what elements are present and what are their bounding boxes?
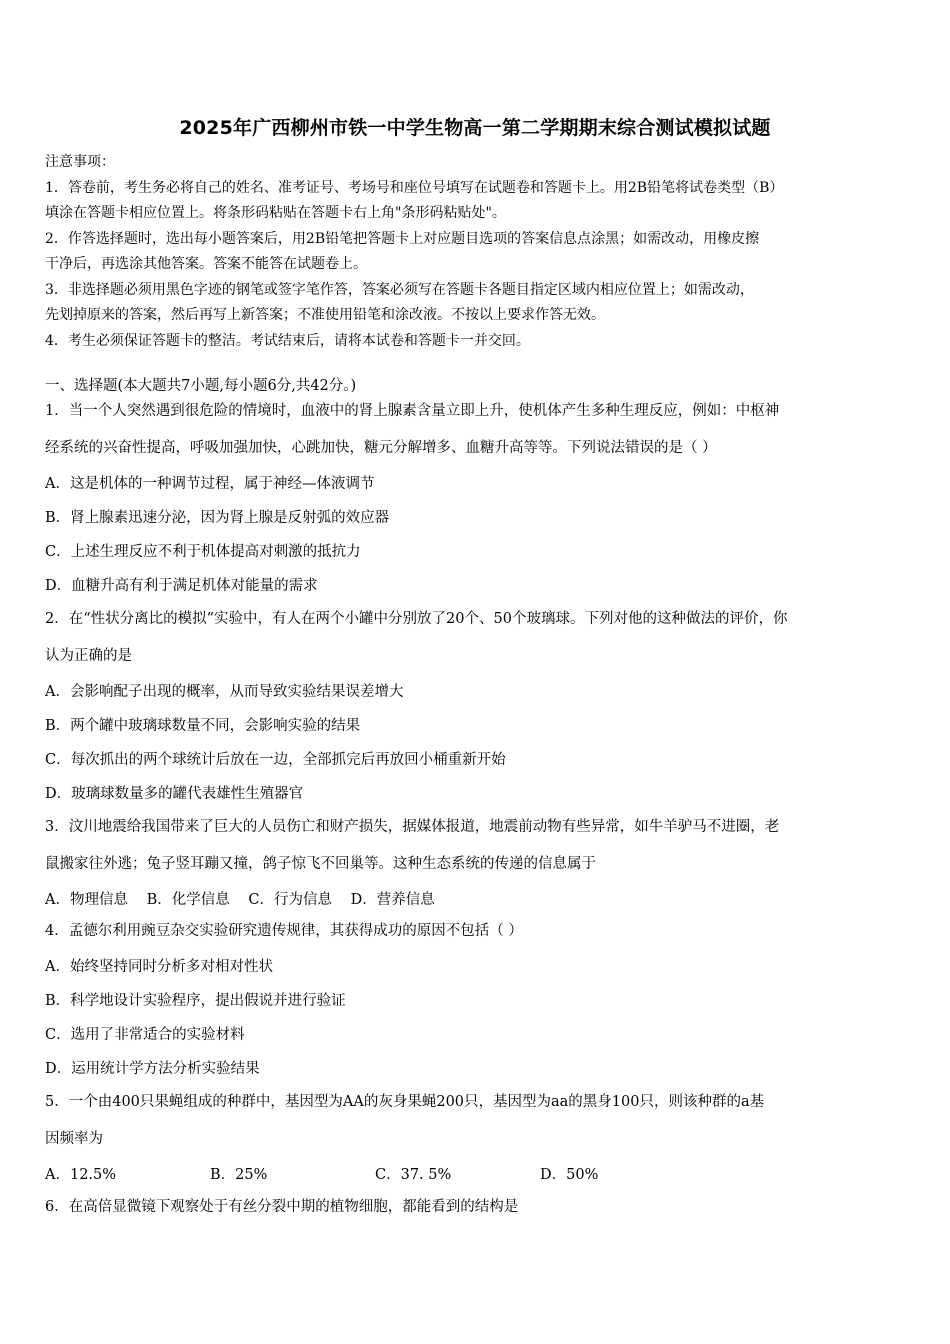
option-a: A．12.5% <box>45 1167 117 1183</box>
question-3 <box>45 809 907 917</box>
question-4 <box>45 913 907 1086</box>
notes-line: 2．作答选择题时，选出每小题答案后，用2B铅笔把答题卡上对应题目选项的答案信息点涂黑；如需改动，用橡皮擦 <box>45 230 760 247</box>
option-d: D．50% <box>540 1167 599 1183</box>
option-c: C．每次抓出的两个球统计后放在一边，全部抓完后再放回小桶重新开始 <box>45 752 506 768</box>
option-c: C．选用了非常适合的实验材料 <box>45 1027 245 1043</box>
option-c: C．行为信息 <box>248 892 332 908</box>
question-1 <box>45 393 907 603</box>
page-title: 2025年广西柳州市铁一中学生物高一第二学期期末综合测试模拟试题 <box>179 117 771 139</box>
option-c: C．37. 5% <box>375 1167 452 1183</box>
question-text: 5．一个由400只果蝇组成的种群中，基因型为AA的灰身果蝇200只，基因型为aa的黑身100只，则该种群的a基 <box>45 1094 765 1110</box>
notes-line: 填涂在答题卡相应位置上。将条形码粘贴在答题卡右上角"条形码粘贴处"。 <box>45 205 506 221</box>
question-text: 4．孟德尔利用豌豆杂交实验研究遗传规律，其获得成功的原因不包括（ ） <box>45 923 523 939</box>
section-heading: 一、选择题(本大题共7小题,每小题6分,共42分。) <box>45 378 357 394</box>
notes-line: 3．非选择题必须用黑色字迹的钢笔或签字笔作答，答案必须写在答题卡各题目指定区域内相应位置上；如需改动， <box>45 281 754 298</box>
question-text: 3．汶川地震给我国带来了巨大的人员伤亡和财产损失，据媒体报道，地震前动物有些异常，如牛羊驴马不进圈，老 <box>45 819 780 835</box>
question-text: 6．在高倍显微镜下观察处于有丝分裂中期的植物细胞，都能看到的结构是 <box>45 1199 519 1215</box>
option-a: A．物理信息 <box>45 892 128 908</box>
question-text: 认为正确的是 <box>45 648 132 664</box>
notes-line: 1．答卷前，考生务必将自己的姓名、准考证号、考场号和座位号填写在试题卷和答题卡上。用2B铅笔将试卷类型（B） <box>45 179 784 196</box>
option-d: D．运用统计学方法分析实验结果 <box>45 1061 260 1077</box>
question-text: 鼠搬家往外逃；兔子竖耳蹦又撞，鸽子惊飞不回巢等。这种生态系统的传递的信息属于 <box>45 856 596 872</box>
option-b: B．科学地设计实验程序，提出假说并进行验证 <box>45 993 346 1009</box>
options-row <box>45 1158 907 1192</box>
question-text: 2．在“性状分离比的模拟”实验中，有人在两个小罐中分别放了20个、50个玻璃球。下列对他的这种做法的评价，你 <box>45 611 788 627</box>
question-text: 因频率为 <box>45 1131 103 1147</box>
option-a: A．始终坚持同时分析多对相对性状 <box>45 959 273 975</box>
option-a: A．这是机体的一种调节过程，属于神经—体液调节 <box>45 476 375 492</box>
option-a: A．会影响配子出现的概率，从而导致实验结果误差增大 <box>45 684 404 700</box>
option-b: B．肾上腺素迅速分泌，因为肾上腺是反射弧的效应器 <box>45 510 390 526</box>
option-b: B．两个罐中玻璃球数量不同，会影响实验的结果 <box>45 718 361 734</box>
question-text: 1．当一个人突然遇到很危险的情境时，血液中的肾上腺素含量立即上升，使机体产生多种生理反应，例如：中枢神 <box>45 403 780 419</box>
options-row <box>45 883 907 917</box>
option-c: C．上述生理反应不利于机体提高对刺激的抵抗力 <box>45 544 361 560</box>
option-d: D．营养信息 <box>350 892 435 908</box>
notes-heading: 注意事项： <box>45 154 115 170</box>
question-6 <box>45 1189 907 1226</box>
notes-section <box>45 150 907 354</box>
option-d: D．血糖升高有利于满足机体对能量的需求 <box>45 578 318 594</box>
question-5 <box>45 1084 907 1192</box>
question-text: 经系统的兴奋性提高，呼吸加强加快，心跳加快，糖元分解增多、血糖升高等等。下列说法错误的是（ ） <box>45 440 717 456</box>
option-b: B．25% <box>210 1167 268 1183</box>
notes-line: 4．考生必须保证答题卡的整洁。考试结束后，请将本试卷和答题卡一并交回。 <box>45 332 530 349</box>
option-d: D．玻璃球数量多的罐代表雄性生殖器官 <box>45 786 304 802</box>
notes-line: 干净后，再选涂其他答案。答案不能答在试题卷上。 <box>45 256 367 272</box>
notes-line: 先划掉原来的答案，然后再写上新答案；不准使用铅笔和涂改液。不按以上要求作答无效。 <box>45 307 605 323</box>
question-2 <box>45 601 907 811</box>
option-b: B．化学信息 <box>146 892 230 908</box>
